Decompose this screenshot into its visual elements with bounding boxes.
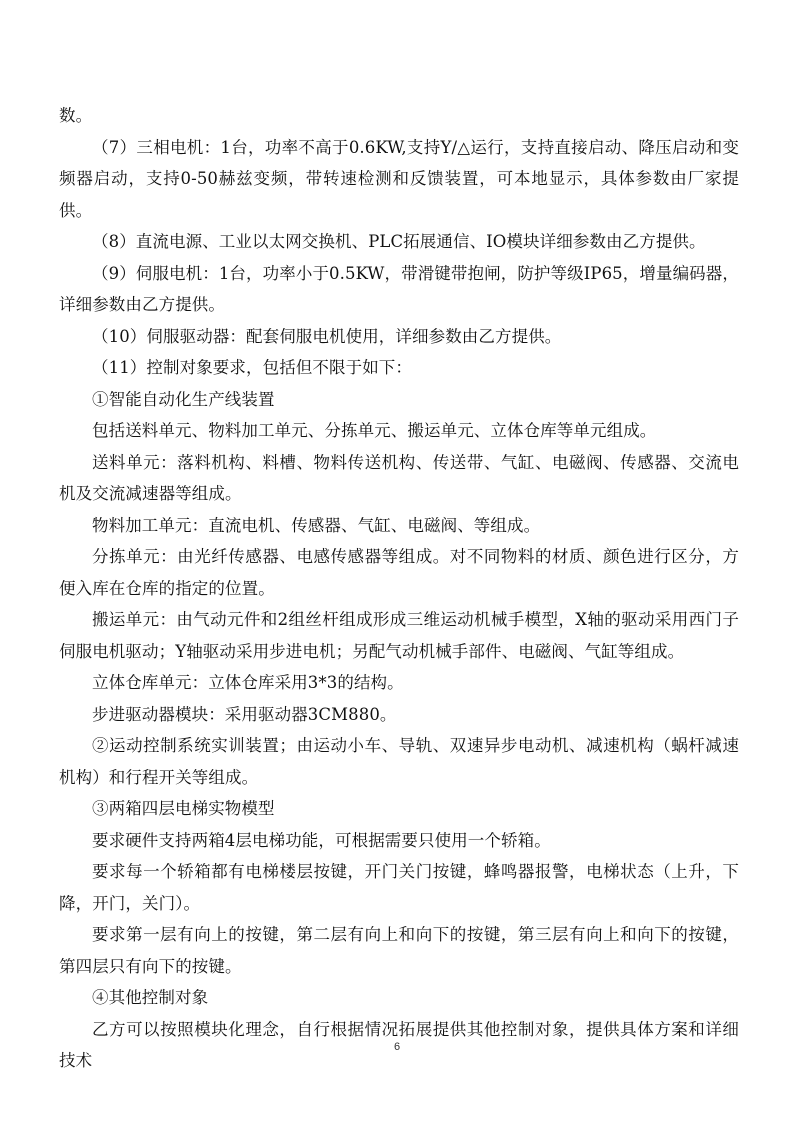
paragraph: 要求每一个轿箱都有电梯楼层按键，开门关门按键，蜂鸣器报警，电梯状态（上升，下降，开门，关门）。 [59,862,739,913]
section-heading: ②运动控制系统实训装置；由运动小车、导轨、双速异步电动机、减速机构（蜗杆减速机构）和行程开关等组成。 [59,736,739,787]
section-heading: ④其他控制对象 [92,988,209,1007]
document-body [59,100,739,1077]
paragraph: （7）三相电机：1台，功率不高于0.6KW,支持Y/△运行，支持直接启动、降压启动和变频器启动，支持0-50赫兹变频，带转速检测和反馈装置，可本地显示，具体参数由厂家提供。 [59,137,739,220]
section-heading: ③两箱四层电梯实物模型 [92,799,275,818]
paragraph: 乙方可以按照模块化理念，自行根据情况拓展提供其他控制对象，提供具体方案和详细技术 [59,1019,739,1070]
paragraph: 送料单元：落料机构、料槽、物料传送机构、传送带、气缸、电磁阀、传感器、交流电机及交流减速器等组成。 [59,452,739,503]
paragraph: （8）直流电源、工业以太网交换机、PLC拓展通信、IO模块详细参数由乙方提供。 [92,232,706,251]
page-number: 6 [393,1041,401,1053]
paragraph: 要求硬件支持两箱4层电梯功能，可根据需要只使用一个轿箱。 [92,830,551,850]
paragraph: 物料加工单元：直流电机、传感器、气缸、电磁阀、等组成。 [92,515,541,535]
section-heading: ①智能自动化生产线装置 [92,389,275,409]
paragraph: （9）伺服电机：1台，功率小于0.5KW，带滑键带抱闸，防护等级IP65，增量编码器，详细参数由乙方提供。 [59,263,739,314]
paragraph: 数。 [59,106,93,125]
paragraph: 包括送料单元、物料加工单元、分拣单元、搬运单元、立体仓库等单元组成。 [92,421,657,440]
paragraph: 搬运单元：由气动元件和2组丝杆组成形成三维运动机械手模型，X轴的驱动采用西门子伺服电机驱动；Y轴驱动采用步进电机；另配气动机械手部件、电磁阀、气缸等组成。 [59,610,739,661]
paragraph: 要求第一层有向上的按键，第二层有向上和向下的按键，第三层有向上和向下的按键，第四层只有向下的按键。 [59,925,739,976]
paragraph: （10）伺服驱动器：配套伺服电机使用，详细参数由乙方提供。 [92,326,562,346]
paragraph: （11）控制对象要求，包括但不限于如下： [92,358,412,377]
paragraph: 分拣单元：由光纤传感器、电感传感器等组成。对不同物料的材质、颜色进行区分，方便入库在仓库的指定的位置。 [59,547,739,598]
paragraph: 立体仓库单元：立体仓库采用3*3的结构。 [92,673,404,692]
paragraph: 步进驱动器模块：采用驱动器3CM880。 [92,704,397,724]
